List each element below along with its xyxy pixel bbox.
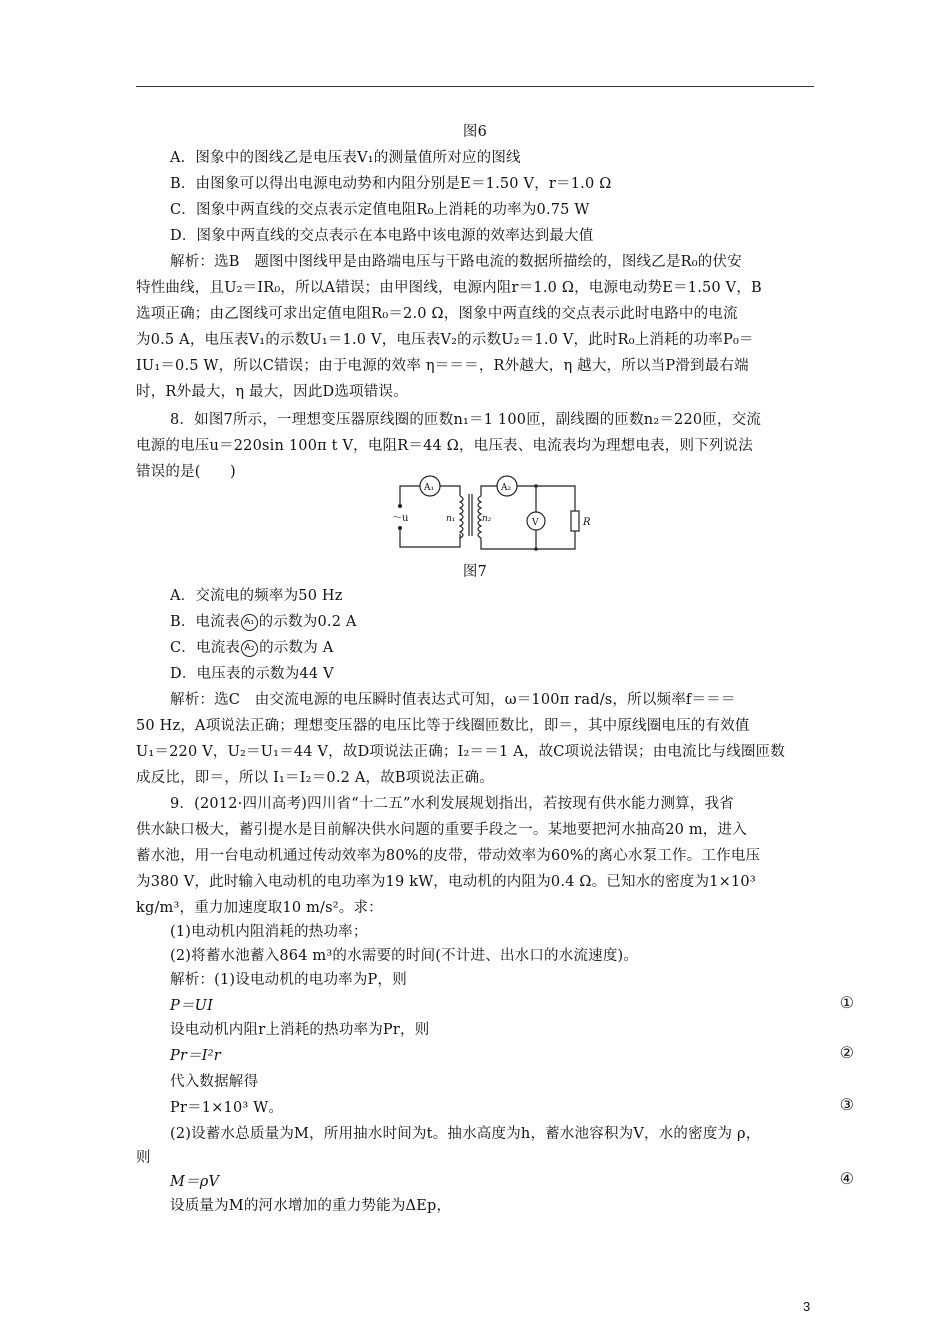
q7-explain-line: IU₁＝0.5 W，所以C错误；由于电源的效率 η＝＝＝，R外越大，η 越大，所以当P滑到最右端 bbox=[136, 358, 749, 374]
equation-2: Pr＝I²r bbox=[170, 1048, 221, 1064]
page-number: 3 bbox=[803, 1299, 811, 1314]
equation-1: P＝UI bbox=[170, 998, 214, 1014]
equation-4: M＝ρV bbox=[170, 1174, 220, 1190]
q9-explain-line: 设质量为M的河水增加的重力势能为ΔEp， bbox=[170, 1198, 452, 1214]
q8-explain-line: U₁＝220 V，U₂＝U₁＝44 V，故D项说法正确；I₂＝＝1 A，故C项说法错误；由电流比与线圈匝数 bbox=[136, 744, 786, 760]
fig6-caption: 图6 bbox=[462, 124, 488, 140]
circuit-a2-label: A₂ bbox=[501, 483, 512, 493]
ammeter-a1-icon: A₁ bbox=[241, 614, 258, 631]
q8-option-b-text: B．电流表 bbox=[170, 614, 240, 630]
q8-stem-line: 8．如图7所示，一理想变压器原线圈的匝数n₁＝1 100匝，副线圈的匝数n₂＝220匝，交流 bbox=[170, 412, 762, 428]
q8-option-c-text: C．电流表 bbox=[170, 640, 241, 656]
circuit-source-label: ～u bbox=[392, 513, 409, 524]
q9-stem-line: 为380 V，此时输入电动机的电功率为19 kW，电动机的内阻为0.4 Ω。已知水的密度为1×10³ bbox=[136, 874, 756, 890]
circuit-n1-label: n₁ bbox=[446, 514, 456, 524]
equation-mark-4: ④ bbox=[839, 1169, 854, 1188]
ammeter-a2-icon: A₂ bbox=[241, 640, 258, 657]
equation-mark-3: ③ bbox=[839, 1095, 854, 1114]
q9-explain-start: 解析：(1)设电动机的电功率为P，则 bbox=[170, 972, 407, 988]
q9-question-2: (2)将蓄水池蓄入864 m³的水需要的时间(不计进、出水口的水流速度)。 bbox=[170, 948, 639, 964]
q9-stem-line: 供水缺口极大，蓄引提水是目前解决供水问题的重要手段之一。某地要把河水抽高20 m，进入 bbox=[136, 822, 747, 838]
q7-option-c: C．图象中两直线的交点表示定值电阻R₀上消耗的功率为0.75 W bbox=[170, 202, 590, 218]
circuit-a1-label: A₁ bbox=[424, 483, 435, 493]
q7-option-a: A．图象中的图线乙是电压表V₁的测量值所对应的图线 bbox=[170, 150, 521, 166]
fig7-caption: 图7 bbox=[462, 564, 488, 580]
q9-stem-line: 蓄水池，用一台电动机通过传动效率为80%的皮带，带动效率为60%的离心水泵工作。工作电压 bbox=[136, 848, 761, 864]
circuit-r-label: R bbox=[583, 517, 591, 528]
q9-stem-line: kg/m³，重力加速度取10 m/s²。求： bbox=[136, 900, 383, 916]
equation-mark-2: ② bbox=[839, 1043, 854, 1062]
transformer-circuit-diagram bbox=[390, 474, 591, 556]
q8-option-c-value: 的示数为 A bbox=[259, 640, 334, 656]
q8-explain-line: 成反比，即＝，所以 I₁＝I₂＝0.2 A，故B项说法正确。 bbox=[136, 770, 494, 786]
q9-explain-line: (2)设蓄水总质量为M，所用抽水时间为t。抽水高度为h，蓄水池容积为V，水的密度为 ρ， bbox=[170, 1126, 761, 1142]
equation-mark-1: ① bbox=[839, 993, 854, 1012]
q8-stem-line: 电源的电压u＝220sin 100π t V，电阻R＝44 Ω，电压表、电流表均为理想电表，则下列说法 bbox=[136, 438, 753, 454]
q7-explain-line: 为0.5 A，电压表V₁的示数U₁＝1.0 V，电压表V₂的示数U₂＝1.0 V，此时R₀上消耗的功率P₀＝ bbox=[136, 332, 754, 348]
q9-explain-line: 设电动机内阻r上消耗的热功率为Pr，则 bbox=[170, 1022, 430, 1038]
q8-option-d: D．电压表的示数为44 V bbox=[170, 666, 334, 682]
q9-explain-line: 则 bbox=[136, 1150, 151, 1166]
q8-option-c bbox=[170, 638, 333, 658]
q8-explain-line: 解析：选C 由交流电源的电压瞬时值表达式可知，ω＝100π rad/s，所以频率f＝＝＝ bbox=[170, 692, 736, 708]
circuit-v-label: V bbox=[532, 518, 539, 528]
q7-option-b: B．由图象可以得出电源电动势和内阻分别是E＝1.50 V，r＝1.0 Ω bbox=[170, 176, 612, 192]
q7-explain-line: 选项正确；由乙图线可求出定值电阻R₀＝2.0 Ω，图象中两直线的交点表示此时电路中的电流 bbox=[136, 306, 738, 322]
q8-option-b-value: 的示数为0.2 A bbox=[258, 614, 357, 630]
q7-explain-line: 时，R外最大，η 最大，因此D选项错误。 bbox=[136, 384, 408, 400]
q9-stem-line: 9．(2012·四川高考)四川省“十二五”水利发展规划指出，若按现有供水能力测算，我省 bbox=[170, 796, 734, 812]
q8-option-b bbox=[170, 612, 357, 632]
equation-3: Pr＝1×10³ W。 bbox=[170, 1100, 284, 1116]
q9-question-1: (1)电动机内阻消耗的热功率； bbox=[170, 924, 368, 940]
header-rule bbox=[136, 86, 814, 87]
q8-stem-line: 错误的是( ) bbox=[136, 464, 236, 480]
circuit-n2-label: n₂ bbox=[482, 514, 492, 524]
q8-explain-line: 50 Hz，A项说法正确；理想变压器的电压比等于线圈匝数比，即＝，其中原线圈电压的有效值 bbox=[136, 718, 750, 734]
q7-explain-line: 特性曲线，且U₂＝IR₀，所以A错误；由甲图线，电源内阻r＝1.0 Ω，电源电动势E＝1.50 V，B bbox=[136, 280, 762, 296]
q7-option-d: D．图象中两直线的交点表示在本电路中该电源的效率达到最大值 bbox=[170, 228, 594, 244]
q9-explain-line: 代入数据解得 bbox=[170, 1074, 259, 1090]
q8-option-a: A．交流电的频率为50 Hz bbox=[170, 588, 343, 604]
q7-explain-line: 解析：选B 题图中图线甲是由路端电压与干路电流的数据所描绘的，图线乙是R₀的伏安 bbox=[170, 254, 742, 270]
